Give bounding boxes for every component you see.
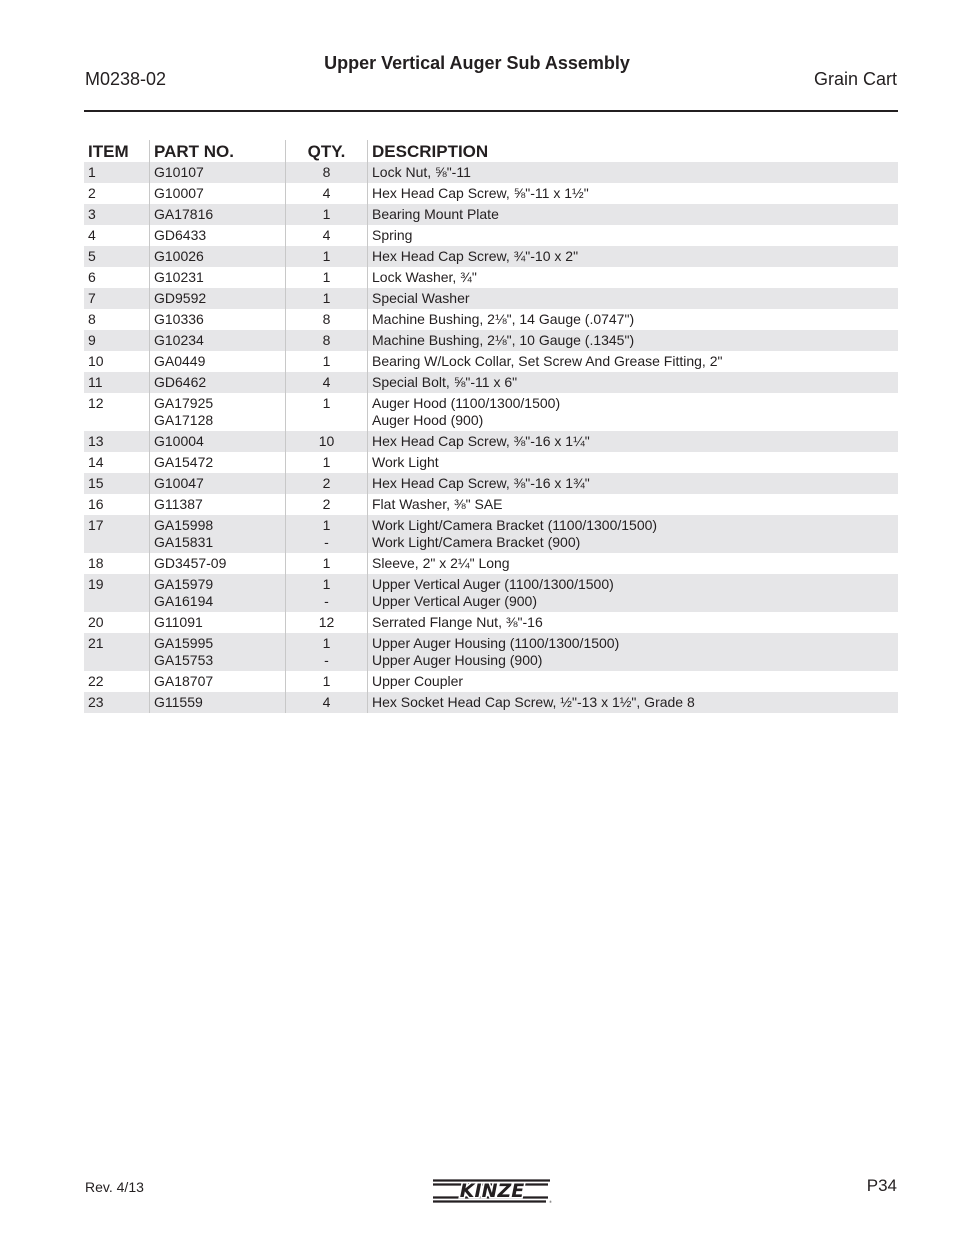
part-number-cell (150, 574, 286, 612)
description-line: Lock Washer, ¾" (372, 269, 477, 285)
part-number-cell (150, 183, 286, 204)
item-cell: 18 (88, 555, 104, 571)
document-number: M0238-02 (85, 69, 167, 89)
qty-cell (286, 393, 368, 431)
qty-line: 2 (322, 475, 331, 491)
qty-line: 8 (322, 164, 331, 180)
item-cell: 11 (84, 372, 150, 393)
table-row (84, 671, 898, 692)
description-line: Special Bolt, ⅝"-11 x 6" (372, 374, 518, 390)
qty-line: 4 (322, 374, 331, 390)
part-number-cell (150, 225, 286, 246)
qty-cell (286, 431, 368, 452)
page-number: P34 (866, 1176, 897, 1195)
part-number-cell (150, 431, 286, 452)
description-cell (368, 393, 899, 431)
item-cell: 17 (84, 515, 150, 553)
description-line: Bearing W/Lock Collar, Set Screw And Grease Fitting, 2" (372, 353, 723, 369)
description-line: Upper Auger Housing (900) (372, 652, 543, 668)
qty-line: 1 (322, 635, 331, 651)
item-cell: 5 (84, 246, 150, 267)
qty-cell (286, 671, 368, 692)
part-number-cell (150, 288, 286, 309)
part-number-cell (150, 393, 286, 431)
description-line: Lock Nut, ⅝"-11 (372, 164, 471, 180)
qty-line: 2 (322, 496, 331, 512)
description-cell (368, 183, 899, 204)
part-number-cell (150, 330, 286, 351)
part-number-line: GA17925 (154, 395, 214, 411)
description-line: Sleeve, 2" x 2¼" Long (372, 555, 510, 571)
table-row (84, 452, 898, 473)
description-line: Hex Head Cap Screw, ⅜"-16 x 1¾" (372, 475, 590, 491)
description-line: Bearing Mount Plate (372, 206, 499, 222)
description-line: Flat Washer, ⅜" SAE (372, 496, 503, 512)
qty-cell (286, 574, 368, 612)
part-number-line: G10336 (154, 311, 204, 327)
part-number-cell (150, 671, 286, 692)
description-line: Hex Socket Head Cap Screw, ½"-13 x 1½", Grade 8 (372, 694, 695, 710)
qty-cell (286, 494, 368, 515)
item-cell: 21 (84, 633, 150, 671)
item-cell: 15 (84, 473, 150, 494)
item-cell: 8 (88, 311, 96, 327)
item-cell: 10 (88, 353, 104, 369)
qty-line: - (324, 593, 329, 609)
description-line: Work Light (372, 454, 439, 470)
qty-line: 1 (322, 517, 331, 533)
qty-line: 1 (322, 454, 331, 470)
table-row (84, 246, 898, 267)
qty-cell (286, 330, 368, 351)
description-cell (368, 162, 899, 183)
qty-line: 8 (322, 311, 331, 327)
table-row (84, 288, 898, 309)
part-number-line: G10004 (154, 433, 204, 449)
description-line: Serrated Flange Nut, ⅜"-16 (372, 614, 543, 630)
logo-wordmark: KINZE (459, 1180, 525, 1202)
svg-text:®: ® (549, 1200, 552, 1204)
part-number-cell (150, 309, 286, 330)
description-cell (368, 692, 899, 713)
parts-table (84, 140, 898, 713)
description-cell (368, 494, 899, 515)
qty-line: 1 (322, 353, 331, 369)
part-number-line: GA15753 (154, 652, 214, 668)
qty-line: 1 (322, 673, 331, 689)
qty-cell (286, 351, 368, 372)
qty-line: 4 (322, 185, 331, 201)
part-number-line: GA15472 (154, 454, 214, 470)
item-cell: 9 (84, 330, 150, 351)
table-row (84, 692, 898, 713)
description-cell (368, 204, 899, 225)
qty-cell (286, 452, 368, 473)
description-line: Upper Auger Housing (1100/1300/1500) (372, 635, 620, 651)
part-number-cell (150, 612, 286, 633)
qty-line: 1 (322, 555, 331, 571)
table-row (84, 515, 898, 553)
part-number-line: GA17816 (154, 206, 214, 222)
part-number-cell (150, 515, 286, 553)
table-row (84, 494, 898, 515)
qty-line: 1 (322, 248, 331, 264)
item-cell: 19 (84, 574, 150, 612)
description-line: Spring (372, 227, 413, 243)
qty-line: - (324, 534, 329, 550)
qty-line: 4 (322, 227, 331, 243)
kinze-logo (432, 1177, 552, 1205)
part-number-line: G10107 (154, 164, 204, 180)
item-cell: 16 (88, 496, 104, 512)
item-cell: 23 (84, 692, 150, 713)
description-cell (368, 574, 899, 612)
table-row (84, 372, 898, 393)
item-cell: 12 (88, 395, 104, 411)
description-cell (368, 515, 899, 553)
part-number-cell (150, 473, 286, 494)
description-line: Upper Coupler (372, 673, 464, 689)
qty-cell (286, 692, 368, 713)
qty-cell (286, 515, 368, 553)
item-cell: 14 (88, 454, 104, 470)
part-number-line: G10234 (154, 332, 204, 348)
part-number-line: GA15995 (154, 635, 214, 651)
part-number-cell (150, 267, 286, 288)
table-row (84, 553, 898, 574)
part-number-line: GA15979 (154, 576, 214, 592)
description-line: Auger Hood (1100/1300/1500) (372, 395, 561, 411)
qty-cell (286, 633, 368, 671)
table-row (84, 393, 898, 431)
part-number-line: G10007 (154, 185, 204, 201)
item-cell: 4 (88, 227, 96, 243)
part-number-line: G11387 (154, 496, 203, 512)
part-number-cell (150, 633, 286, 671)
qty-cell (286, 553, 368, 574)
item-cell: 3 (84, 204, 150, 225)
part-number-cell (150, 351, 286, 372)
table-row (84, 225, 898, 246)
table-row (84, 612, 898, 633)
item-cell: 7 (84, 288, 150, 309)
parts-table-body (84, 162, 898, 713)
qty-line: - (324, 652, 329, 668)
description-line: Auger Hood (900) (372, 412, 484, 428)
qty-line: 4 (322, 694, 331, 710)
item-cell: 13 (84, 431, 150, 452)
qty-cell (286, 246, 368, 267)
part-number-cell (150, 452, 286, 473)
qty-cell (286, 183, 368, 204)
item-cell: 1 (84, 162, 150, 183)
description-cell (368, 431, 899, 452)
description-line: Upper Vertical Auger (900) (372, 593, 537, 609)
description-line: Upper Vertical Auger (1100/1300/1500) (372, 576, 614, 592)
description-line: Work Light/Camera Bracket (900) (372, 534, 581, 550)
part-number-cell (150, 162, 286, 183)
part-number-line: GA15998 (154, 517, 214, 533)
description-cell (368, 633, 899, 671)
part-number-line: GD6433 (154, 227, 207, 243)
table-row (84, 351, 898, 372)
part-number-cell (150, 204, 286, 225)
table-row (84, 267, 898, 288)
qty-line: 10 (318, 433, 335, 449)
part-number-line: G11091 (154, 614, 203, 630)
table-row (84, 431, 898, 452)
qty-cell (286, 473, 368, 494)
column-header-part-no: PART NO. (150, 140, 286, 162)
qty-line: 1 (322, 206, 331, 222)
qty-line: 1 (322, 290, 331, 306)
part-number-line: G11559 (154, 694, 203, 710)
part-number-cell (150, 692, 286, 713)
part-number-line: GD3457-09 (154, 555, 227, 571)
description-cell (368, 372, 899, 393)
item-cell: 20 (88, 614, 104, 630)
table-row (84, 309, 898, 330)
table-row (84, 473, 898, 494)
description-line: Machine Bushing, 2⅛", 10 Gauge (.1345") (372, 332, 635, 348)
column-header-description: DESCRIPTION (368, 140, 899, 162)
qty-cell (286, 225, 368, 246)
part-number-cell (150, 246, 286, 267)
qty-cell (286, 267, 368, 288)
part-number-line: G10231 (154, 269, 204, 285)
table-row (84, 183, 898, 204)
table-header-row (84, 140, 898, 162)
qty-cell (286, 309, 368, 330)
description-cell (368, 246, 899, 267)
table-row (84, 633, 898, 671)
part-number-line: GA15831 (154, 534, 214, 550)
description-cell (368, 671, 899, 692)
qty-cell (286, 288, 368, 309)
part-number-line: GA16194 (154, 593, 214, 609)
page-title: Upper Vertical Auger Sub Assembly (324, 53, 630, 73)
description-cell (368, 473, 899, 494)
qty-line: 12 (318, 614, 335, 630)
description-cell (368, 330, 899, 351)
table-row (84, 574, 898, 612)
item-cell: 2 (88, 185, 96, 201)
part-number-line: GA18707 (154, 673, 214, 689)
table-row (84, 162, 898, 183)
description-cell (368, 452, 899, 473)
description-line: Machine Bushing, 2⅛", 14 Gauge (.0747") (372, 311, 635, 327)
header-divider (84, 110, 898, 112)
description-line: Hex Head Cap Screw, ⅝"-11 x 1½" (372, 185, 589, 201)
part-number-line: G10047 (154, 475, 204, 491)
part-number-line: GA0449 (154, 353, 206, 369)
item-cell: 6 (88, 269, 96, 285)
part-number-cell (150, 494, 286, 515)
part-number-cell (150, 372, 286, 393)
table-row (84, 330, 898, 351)
qty-line: 8 (322, 332, 331, 348)
description-cell (368, 288, 899, 309)
qty-cell (286, 204, 368, 225)
description-line: Hex Head Cap Screw, ¾"-10 x 2" (372, 248, 579, 264)
description-line: Work Light/Camera Bracket (1100/1300/1500) (372, 517, 658, 533)
product-name: Grain Cart (813, 69, 897, 89)
part-number-cell (150, 553, 286, 574)
description-cell (368, 309, 899, 330)
part-number-line: GA17128 (154, 412, 214, 428)
item-cell: 22 (88, 673, 104, 689)
qty-cell (286, 612, 368, 633)
qty-line: 1 (322, 395, 331, 411)
qty-line: 1 (322, 269, 331, 285)
qty-line (286, 412, 367, 429)
description-cell (368, 612, 899, 633)
part-number-line: G10026 (154, 248, 204, 264)
column-header-item: ITEM (88, 142, 129, 161)
description-cell (368, 225, 899, 246)
table-row (84, 204, 898, 225)
description-line: Special Washer (372, 290, 470, 306)
qty-cell (286, 372, 368, 393)
qty-line: 1 (322, 576, 331, 592)
description-cell (368, 553, 899, 574)
revision-label: Rev. 4/13 (85, 1179, 144, 1195)
description-cell (368, 351, 899, 372)
part-number-line: GD9592 (154, 290, 207, 306)
description-cell (368, 267, 899, 288)
column-header-qty: QTY. (286, 140, 368, 162)
qty-cell (286, 162, 368, 183)
description-line: Hex Head Cap Screw, ⅜"-16 x 1¼" (372, 433, 590, 449)
part-number-line: GD6462 (154, 374, 207, 390)
